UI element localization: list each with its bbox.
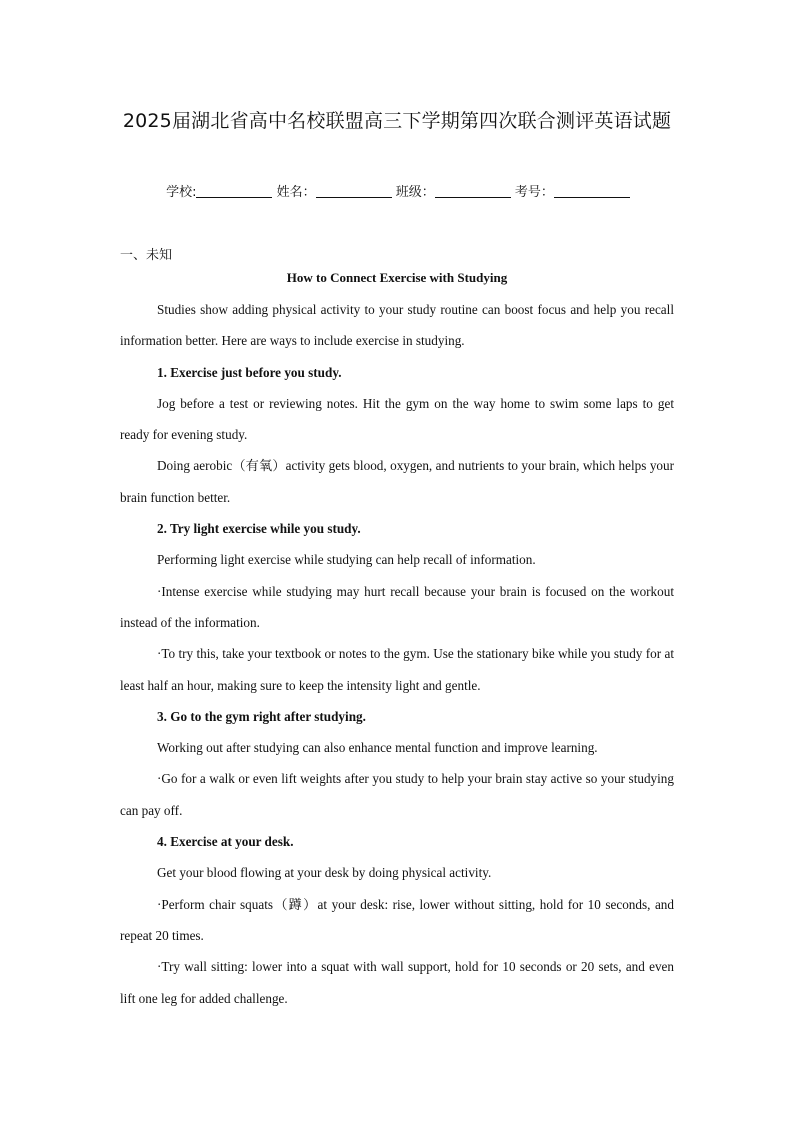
paragraph: Studies show adding physical activity to your study routine can boost focus and help you recall information better. Here are ways to include exercise in studying. — [120, 302, 674, 349]
school-label: 学校: — [166, 185, 197, 200]
bullet-paragraph: ·Intense exercise while studying may hurt recall because your brain is focused on the workout instead of the information. — [120, 583, 674, 630]
paragraph: Doing aerobic（有氧）activity gets blood, oxygen, and nutrients to your brain, which helps your brain function better. — [120, 458, 674, 505]
paragraph: Get your blood flowing at your desk by doing physical activity. — [157, 865, 492, 881]
subheading: 4. Exercise at your desk. — [157, 834, 294, 850]
class-label: 班级： — [395, 185, 435, 200]
article-title: How to Connect Exercise with Studying — [286, 270, 508, 285]
school-blank[interactable] — [196, 184, 272, 198]
bullet-paragraph: ·Perform chair squats（蹲）at your desk: rise, lower without sitting, hold for 10 seconds, and repeat 20 times. — [120, 896, 674, 943]
bullet-paragraph: ·To try this, take your textbook or notes to the gym. Use the stationary bike while you study for at least half an hour, making sure to keep the intensity light and gentle. — [120, 646, 674, 693]
subheading: 3. Go to the gym right after studying. — [157, 708, 366, 724]
paragraph: Working out after studying can also enhance mental function and improve learning. — [157, 740, 598, 756]
subheading: 1. Exercise just before you study. — [157, 364, 342, 380]
exam-title: 2025届湖北省高中名校联盟高三下学期第四次联合测评英语试题 — [122, 110, 672, 132]
section-heading: 一、未知 — [120, 248, 173, 263]
student-info-line — [120, 181, 676, 200]
id-blank[interactable] — [554, 184, 630, 198]
bullet-paragraph: ·Try wall sitting: lower into a squat with wall support, hold for 10 seconds or 20 sets, and even lift one leg for added challenge. — [120, 959, 674, 1006]
name-blank[interactable] — [316, 184, 392, 198]
class-blank[interactable] — [435, 184, 511, 198]
id-label: 考号： — [514, 185, 554, 200]
article-body — [120, 294, 674, 1014]
paragraph: Jog before a test or reviewing notes. Hit the gym on the way home to swim some laps to get ready for evening study. — [120, 395, 674, 443]
paragraph: Performing light exercise while studying can help recall of information. — [157, 552, 536, 568]
name-label: 姓名： — [276, 185, 316, 200]
bullet-paragraph: ·Go for a walk or even lift weights after you study to help your brain stay active so your studying can pay off. — [120, 771, 674, 818]
subheading: 2. Try light exercise while you study. — [157, 521, 361, 537]
